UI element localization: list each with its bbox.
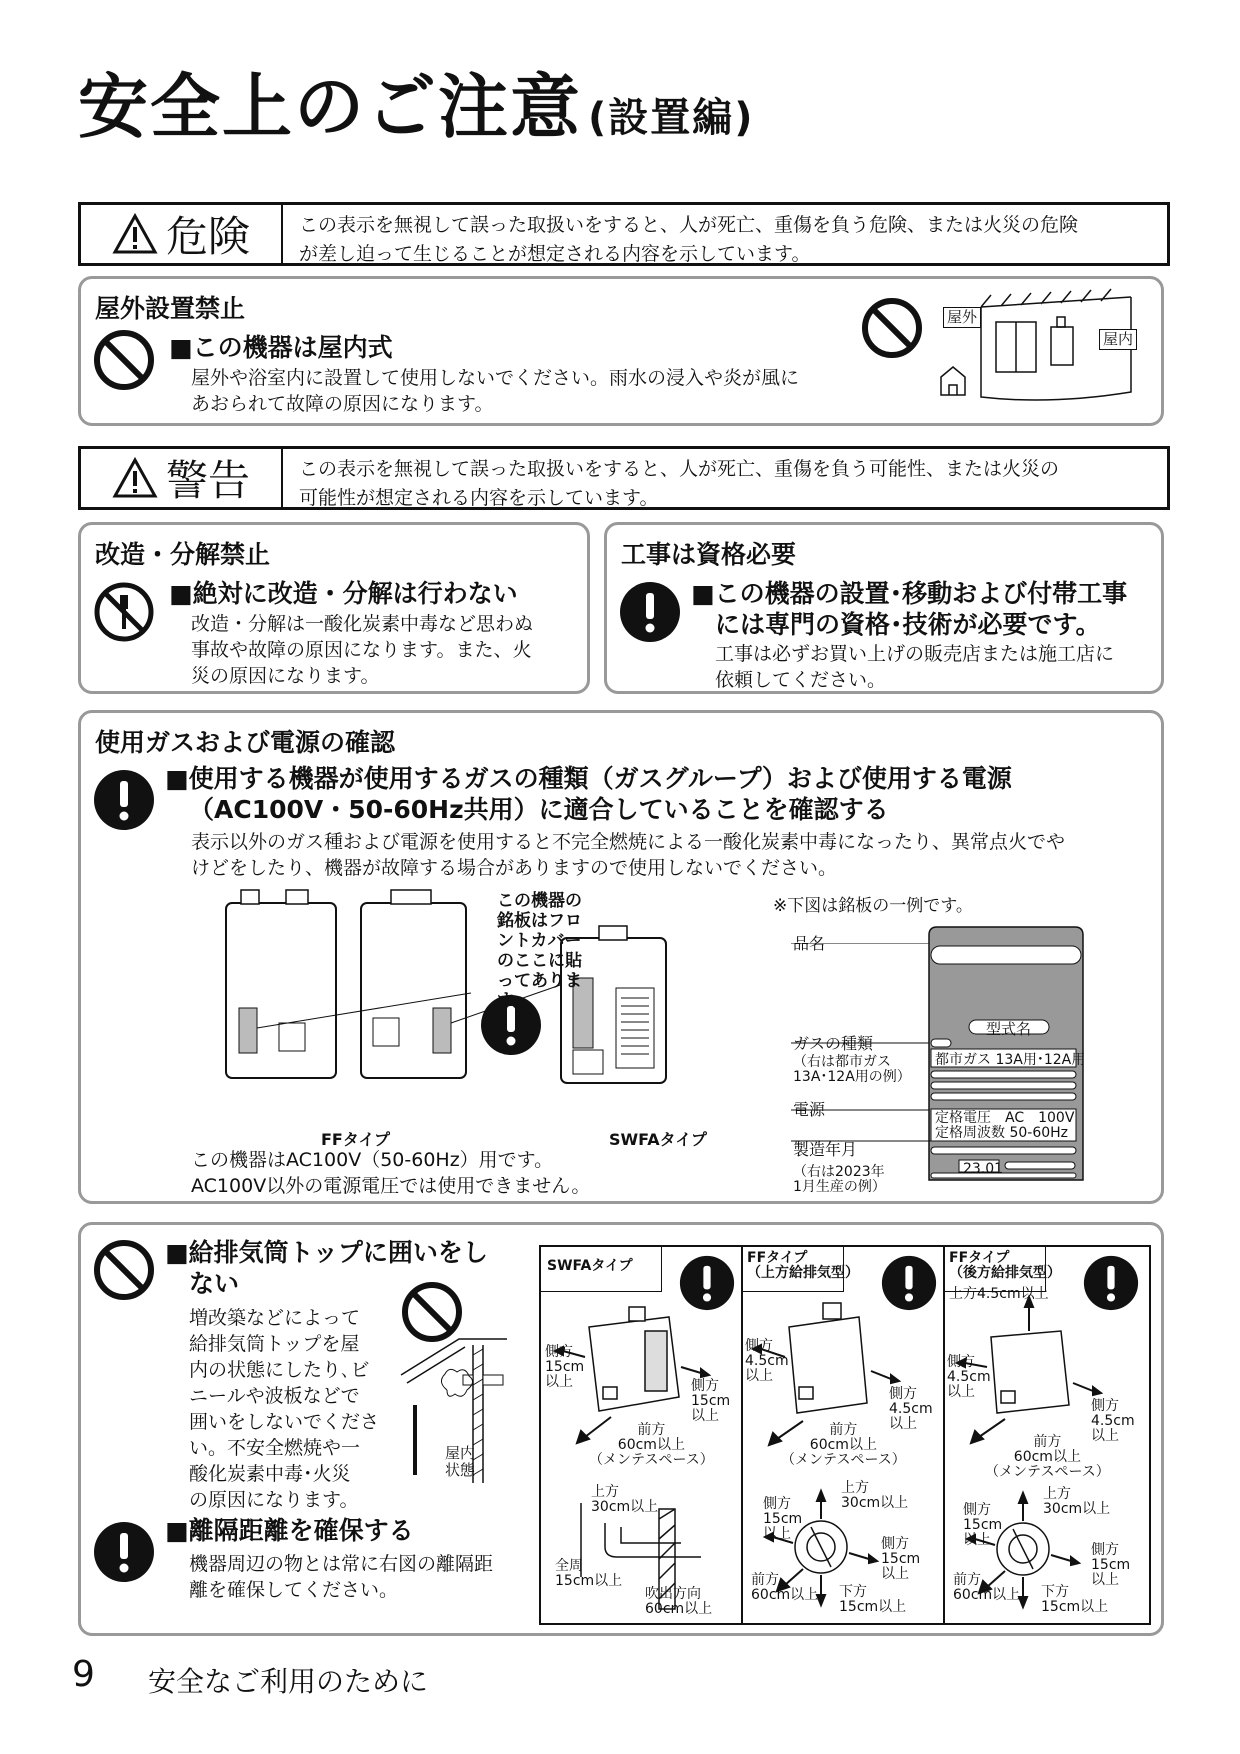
prohibition-icon bbox=[401, 1281, 463, 1343]
gas-subheading-line: （AC100V・50-60Hz共用）に適合していることを確認する bbox=[189, 795, 889, 824]
outdoor-panel bbox=[78, 276, 1164, 426]
modify-heading: 改造・分解禁止 bbox=[95, 540, 271, 569]
no-disassembly-icon bbox=[93, 581, 155, 643]
gas-panel bbox=[78, 710, 1164, 1204]
warning-triangle-icon bbox=[112, 213, 158, 255]
swfa-side-left: 側方 15cm 以上 bbox=[545, 1344, 585, 1390]
ff1-top: 上方 30cm以上 bbox=[841, 1480, 909, 1511]
vent-body-line: い。不安全燃焼や一 bbox=[189, 1437, 361, 1459]
mandatory-icon bbox=[93, 769, 155, 831]
plate-name-label: 品名 bbox=[793, 934, 826, 953]
voltage-note bbox=[191, 1147, 590, 1199]
plate-location-callout bbox=[497, 891, 582, 1011]
modify-body-line: 事故や故障の原因になります。また、火 bbox=[191, 639, 532, 661]
vent-body-line: 増改築などによって bbox=[189, 1307, 361, 1329]
column-title-line: FFタイプ bbox=[747, 1250, 808, 1266]
ff1-side-right: 側方 4.5cm 以上 bbox=[889, 1386, 933, 1432]
vent-body-line: 酸化炭素中毒･火災 bbox=[189, 1463, 351, 1485]
voltage-note-line: AC100V以外の電源電圧では使用できません。 bbox=[191, 1175, 591, 1197]
danger-text-line: この表示を無視して誤った取扱いをすると、人が死亡、重傷を負う危険、または火災の危険 bbox=[299, 214, 1079, 236]
outdoor-body bbox=[191, 365, 799, 417]
qualification-panel bbox=[604, 522, 1164, 694]
warning-notice bbox=[78, 446, 1170, 510]
plate-note: ※下図は銘板の一例です。 bbox=[773, 896, 973, 916]
callout-line: 銘板はフロ bbox=[497, 911, 582, 931]
plate-date-note bbox=[793, 1165, 886, 1195]
vent-body-line: 給排気筒トップを屋 bbox=[189, 1333, 360, 1355]
plate-power-value-line: 定格電圧 AC 100V bbox=[935, 1110, 1075, 1126]
prohibition-icon bbox=[861, 297, 923, 359]
danger-label-cell bbox=[81, 205, 283, 263]
plate-date-note-line: 1月生産の例） bbox=[793, 1179, 886, 1195]
footer-section-title: 安全なご利用のために bbox=[148, 1665, 429, 1698]
indoor-label: 屋内 bbox=[1099, 329, 1137, 350]
warning-label: 警告 bbox=[165, 456, 250, 505]
outdoor-subheading: ■この機器は屋内式 bbox=[169, 333, 393, 362]
vent-subheading-line: ない bbox=[189, 1269, 240, 1298]
swfa-type-label: SWFAタイプ bbox=[609, 1130, 707, 1149]
callout-line: す。 bbox=[497, 991, 530, 1011]
vent-body-line: 囲いをしないでくださ bbox=[189, 1411, 380, 1433]
ff-rear-column-title bbox=[949, 1251, 1061, 1281]
vent-body-line: 内の状態にしたり､ビ bbox=[189, 1359, 370, 1381]
mandatory-icon bbox=[619, 581, 681, 643]
warning-text-line: この表示を無視して誤った取扱いをすると、人が死亡、重傷を負う可能性、または火災の bbox=[299, 458, 1060, 480]
vent-body-line: の原因になります。 bbox=[189, 1489, 359, 1511]
ff2-top2: 上方 30cm以上 bbox=[1043, 1486, 1111, 1517]
clearance-body-line: 離を確保してください。 bbox=[189, 1579, 399, 1601]
ff1-left: 側方 15cm 以上 bbox=[763, 1496, 803, 1542]
ff2-bottom: 下方 15cm以上 bbox=[1041, 1584, 1109, 1615]
indoor-state-label bbox=[445, 1445, 475, 1479]
qualification-subheading-line: には専門の資格･技術が必要です。 bbox=[715, 610, 1101, 639]
qualification-subheading bbox=[691, 578, 1127, 640]
gas-subheading-line: ■使用する機器が使用するガスの種類（ガスグループ）および使用する電源 bbox=[165, 764, 1012, 793]
ff-type-label: FFタイプ bbox=[321, 1130, 391, 1149]
modify-body-line: 改造・分解は一酸化炭素中毒など思わぬ bbox=[191, 613, 534, 635]
ff1-side-left: 側方 4.5cm 以上 bbox=[745, 1338, 789, 1384]
indoor-state-line: 屋内 bbox=[445, 1444, 476, 1462]
danger-text-line: が差し迫って生じることが想定される内容を示しています。 bbox=[299, 243, 811, 265]
qualification-body bbox=[715, 641, 1114, 693]
plate-gas-type-label: ガスの種類 bbox=[793, 1034, 874, 1053]
outdoor-body-line: あおられて故障の原因になります。 bbox=[191, 393, 494, 415]
page-title bbox=[78, 66, 755, 148]
plate-power-value-line: 定格周波数 50-60Hz bbox=[935, 1125, 1069, 1141]
warning-text-line: 可能性が想定される内容を示しています。 bbox=[299, 487, 659, 509]
vent-subheading-line: ■給排気筒トップに囲いをし bbox=[165, 1238, 488, 1267]
plate-date-note-line: （右は2023年 bbox=[793, 1164, 885, 1180]
vent-panel bbox=[78, 1222, 1164, 1636]
warning-text bbox=[283, 449, 1167, 507]
ff1-front-bottom: 前方 60cm以上 bbox=[751, 1572, 819, 1603]
column-title-line: （後方給排気型） bbox=[949, 1265, 1061, 1281]
swfa-front: 前方 60cm以上 （メンテスペース） bbox=[589, 1422, 714, 1468]
swfa-top: 上方 30cm以上 bbox=[591, 1484, 659, 1515]
danger-label: 危険 bbox=[165, 212, 250, 261]
ff1-front: 前方 60cm以上 （メンテスペース） bbox=[781, 1422, 906, 1468]
qualification-heading: 工事は資格必要 bbox=[621, 540, 797, 569]
gas-body-line: 表示以外のガス種および電源を使用すると不完全燃焼による一酸化炭素中毒になったり、異常点火でや bbox=[191, 831, 1066, 853]
mandatory-icon bbox=[93, 1521, 155, 1583]
clearance-subheading: ■離隔距離を確保する bbox=[165, 1516, 414, 1545]
plate-date-label: 製造年月 bbox=[793, 1140, 858, 1159]
plate-power-label: 電源 bbox=[793, 1100, 826, 1119]
prohibition-icon bbox=[93, 1239, 155, 1301]
modify-body-line: 災の原因になります。 bbox=[191, 665, 380, 687]
clearance-body-line: 機器周辺の物とは常に右図の離隔距 bbox=[189, 1553, 494, 1575]
column-title-line: （上方給排気型） bbox=[747, 1265, 859, 1281]
gas-subheading bbox=[165, 763, 1012, 825]
title-sub: (設置編) bbox=[588, 95, 755, 141]
page-number: 9 bbox=[72, 1654, 95, 1695]
ff2-front-bottom: 前方 60cm以上 bbox=[953, 1572, 1021, 1603]
plate-gas-value: 都市ガス 13A用･12A用 bbox=[935, 1052, 1086, 1068]
outdoor-body-line: 屋外や浴室内に設置して使用しないでください。雨水の浸入や炎が風に bbox=[191, 367, 800, 389]
danger-notice bbox=[78, 202, 1170, 266]
modify-subheading: ■絶対に改造・分解は行わない bbox=[169, 579, 518, 608]
prohibition-icon bbox=[93, 329, 155, 391]
outdoor-label: 屋外 bbox=[943, 307, 981, 328]
ff2-right: 側方 15cm 以上 bbox=[1091, 1542, 1131, 1588]
swfa-side-right: 側方 15cm 以上 bbox=[691, 1378, 731, 1424]
plate-gas-note-line: （右は都市ガス bbox=[793, 1054, 891, 1070]
callout-line: ントカバー bbox=[497, 931, 582, 951]
modify-body bbox=[191, 611, 533, 689]
ff2-top: 上方4.5cm以上 bbox=[949, 1286, 1049, 1302]
warning-label-cell bbox=[81, 449, 283, 507]
voltage-note-line: この機器はAC100V（50-60Hz）用です。 bbox=[191, 1149, 554, 1171]
qualification-subheading-line: ■この機器の設置･移動および付帯工事 bbox=[691, 579, 1128, 608]
gas-body-line: けどをしたり、機器が故障する場合がありますので使用しないでください。 bbox=[191, 857, 838, 879]
ff1-right: 側方 15cm 以上 bbox=[881, 1536, 921, 1582]
swfa-column-title: SWFAタイプ bbox=[547, 1258, 633, 1274]
ff2-left: 側方 15cm 以上 bbox=[963, 1502, 1003, 1548]
swfa-blow: 吹出方向 60cm以上 bbox=[645, 1586, 713, 1617]
ff1-bottom: 下方 15cm以上 bbox=[839, 1584, 907, 1615]
qualification-body-line: 工事は必ずお買い上げの販売店または施工店に bbox=[715, 643, 1115, 665]
indoor-state-line: 状態 bbox=[445, 1461, 476, 1479]
qualification-body-line: 依頼してください。 bbox=[715, 669, 887, 691]
ff2-side-right: 側方 4.5cm 以上 bbox=[1091, 1398, 1135, 1444]
modify-panel bbox=[78, 522, 590, 694]
danger-text bbox=[283, 205, 1167, 263]
heater-front-illustrations bbox=[221, 888, 701, 1088]
gas-heading: 使用ガスおよび電源の確認 bbox=[95, 728, 396, 757]
callout-line: この機器の bbox=[497, 891, 582, 911]
clearance-diagram bbox=[539, 1245, 1151, 1625]
plate-gas-note bbox=[793, 1055, 911, 1085]
swfa-all-around: 全周 15cm以上 bbox=[555, 1558, 623, 1589]
callout-line: のここに貼 bbox=[497, 951, 582, 971]
clearance-body bbox=[189, 1551, 493, 1603]
column-title-line: FFタイプ bbox=[949, 1250, 1010, 1266]
plate-power-value bbox=[935, 1111, 1074, 1141]
plate-gas-note-line: 13A･12A用の例） bbox=[793, 1069, 911, 1085]
callout-line: ってありま bbox=[497, 971, 582, 991]
ff-top-column-title bbox=[747, 1251, 859, 1281]
warning-triangle-icon bbox=[112, 457, 158, 499]
ff2-front: 前方 60cm以上 （メンテスペース） bbox=[985, 1434, 1110, 1480]
vent-body bbox=[189, 1305, 379, 1513]
plate-model-label: 型式名 bbox=[986, 1020, 1032, 1038]
outdoor-heading: 屋外設置禁止 bbox=[95, 294, 246, 323]
ff2-side-left: 側方 4.5cm 以上 bbox=[947, 1354, 991, 1400]
plate-date-value: 23.01 bbox=[963, 1161, 1004, 1177]
title-main: 安全上のご注意 bbox=[78, 66, 582, 148]
vent-body-line: ニールや波板などで bbox=[189, 1385, 360, 1407]
gas-body bbox=[191, 829, 1065, 881]
